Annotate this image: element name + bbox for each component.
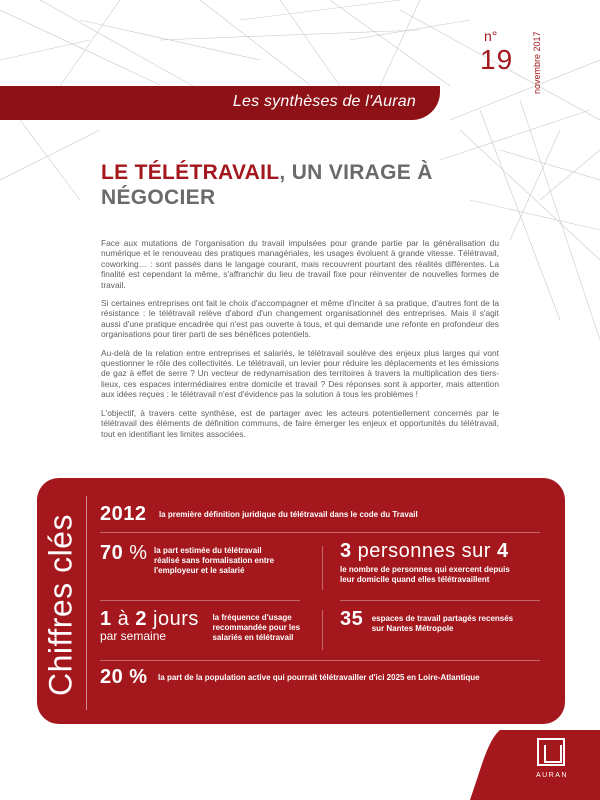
title-rest: , UN VIRAGE À NÉGOCIER bbox=[101, 161, 433, 209]
logo-text: AURAN bbox=[535, 772, 568, 779]
figure-20-percent bbox=[100, 666, 540, 689]
separator bbox=[100, 600, 300, 601]
figure-value-2: 4 bbox=[496, 540, 509, 562]
figure-value-wrap bbox=[100, 608, 208, 643]
key-figures-divider bbox=[86, 496, 87, 710]
separator bbox=[322, 610, 323, 650]
figure-unit: personnes sur bbox=[351, 540, 497, 562]
paragraph: Si certaines entreprises ont fait le choix d'accompagner et même d'inciter à sa pratique, d'autres font de la résistance : le télétravail relève d'abord d'un changement organisationnel des entreprises. Mais il s'agit aussi d'une pratique encadrée qui n'est pas ouverte à tous, et qui demande une refonte en profondeur des organisations pour tirer parti de ses bénéfices potentiels. bbox=[101, 298, 499, 340]
figure-value-2: 2 bbox=[135, 608, 147, 630]
figure-unit: jours bbox=[147, 608, 199, 630]
figure-desc: le nombre de personnes qui exercent depuis leur domicile quand elles télétravaillent bbox=[340, 565, 510, 584]
separator bbox=[340, 600, 540, 601]
figure-mid: à bbox=[111, 608, 136, 630]
paragraph: L'objectif, à travers cette synthèse, est de partager avec les acteurs potentiellement concernés par le télétravail des éléments de définition communs, de faire émerger les enjeux et opportunités du télétravail, tout en identifiant les limites associées. bbox=[101, 407, 499, 439]
figure-value: 1 bbox=[100, 608, 112, 630]
figure-2012 bbox=[100, 503, 540, 526]
figure-3-sur-4 bbox=[340, 540, 540, 585]
figure-1-a-2-jours bbox=[100, 608, 320, 643]
issue-date: novembre 2017 bbox=[532, 31, 542, 94]
issue-prefix: n° bbox=[484, 28, 498, 44]
figure-value-line bbox=[100, 608, 208, 631]
figure-desc: la première définition juridique du télétravail dans le code du Travail bbox=[158, 510, 418, 519]
figure-70-percent bbox=[100, 542, 310, 576]
figure-value: 20 bbox=[100, 666, 124, 688]
figure-unit: % bbox=[123, 542, 148, 564]
separator bbox=[100, 532, 540, 533]
paragraph: Face aux mutations de l'organisation du travail impulsées pour grande partie par la généralisation du numérique et le renouveau des pratiques managériales, les usages évoluent à grande vitesse. Télétravail, coworking… : sont passés dans le langage courant, mais recouvrent pourtant des réalités différentes. La finalité est cependant la même, s'affranchir du lieu de travail fixe pour réinventer de nouvelles formes de travail. bbox=[101, 238, 499, 290]
banner-title: Les synthèses de l'Auran bbox=[232, 93, 416, 110]
figure-sub: par semaine bbox=[100, 629, 167, 643]
figure-35 bbox=[340, 608, 540, 634]
issue-number: 19 bbox=[480, 44, 514, 75]
article-title bbox=[101, 160, 501, 210]
figure-desc: la part de la population active qui pourrait télétravailler d'ici 2025 en Loire-Atlantique bbox=[158, 673, 480, 682]
auran-logo bbox=[528, 732, 588, 788]
figure-value: 70 bbox=[100, 542, 124, 564]
figure-value: 2012 bbox=[100, 503, 147, 525]
article-body bbox=[101, 238, 499, 447]
logo-inner-mark bbox=[544, 745, 562, 763]
figure-unit: % bbox=[123, 666, 148, 688]
figure-value-wrap bbox=[100, 542, 148, 565]
figure-desc: la part estimée du télétravail réalisé sans formalisation entre l'employeur et le salarié bbox=[154, 546, 275, 575]
figure-desc: espaces de travail partagés recensés sur Nantes Métropole bbox=[371, 614, 514, 633]
key-figures-heading-wrap bbox=[38, 500, 84, 710]
figure-desc: la fréquence d'usage recommandée pour les salariés en télétravail bbox=[212, 613, 301, 642]
figure-value: 35 bbox=[340, 608, 364, 630]
figure-value: 3 bbox=[340, 540, 352, 562]
title-bold: LE TÉLÉTRAVAIL bbox=[101, 161, 280, 184]
paragraph: Au-delà de la relation entre entreprises et salariés, le télétravail soulève des enjeux plus larges qui vont questionner le rôle des collectivités. Le télétravail, un levier pour réduire les déplacements et les émissions de gaz à effet de serre ? Un vecteur de redynamisation des territoires à travers la multiplication des tiers-lieux, ces espaces intermédiaires entre domicile et travail ? Des réponses sont à apporter, mais attention aux idées reçues : le télétravail n'est d'évidence pas la solution à tous les problèmes ! bbox=[101, 347, 499, 400]
key-figures-heading: Chiffres clés bbox=[42, 514, 79, 696]
separator bbox=[322, 546, 323, 590]
logo-mark-icon bbox=[537, 738, 565, 766]
separator bbox=[100, 660, 540, 661]
publication-banner bbox=[0, 86, 440, 120]
figure-value-wrap bbox=[340, 540, 540, 563]
